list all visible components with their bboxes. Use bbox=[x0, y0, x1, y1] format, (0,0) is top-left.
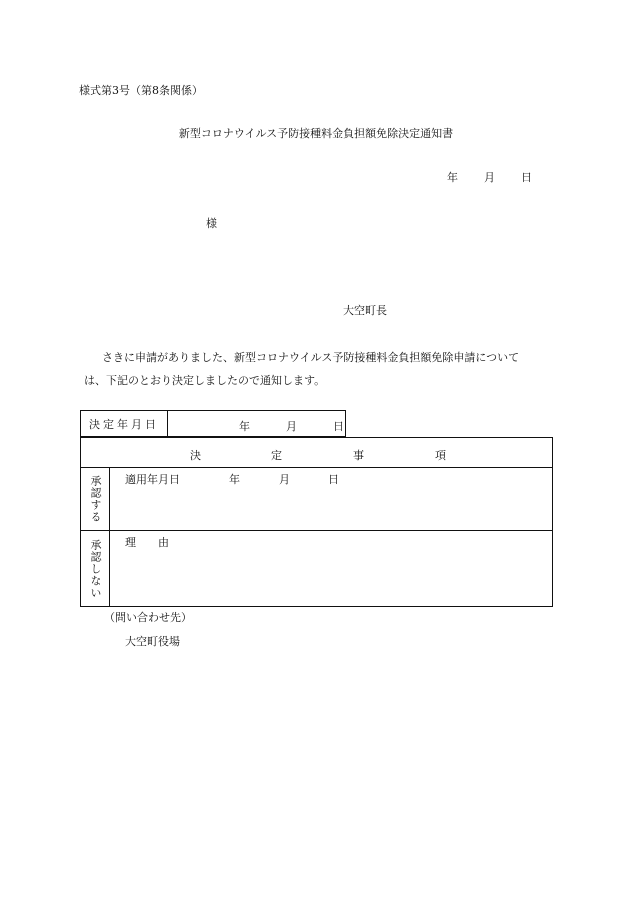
header-char-2: 定 bbox=[271, 449, 282, 462]
body-line-1: さきに申請がありました、新型コロナウイルス予防接種料金負担額免除申請について bbox=[102, 351, 520, 364]
body-line-2: は、下記のとおり決定しましたので通知します。 bbox=[84, 374, 326, 387]
decision-date-day: 日 bbox=[333, 420, 344, 433]
decision-date-label: 決定年月日 bbox=[81, 411, 168, 436]
decision-date-month: 月 bbox=[286, 420, 297, 433]
apply-date-value bbox=[229, 471, 339, 487]
header-char-4: 項 bbox=[435, 449, 446, 462]
issue-date-year: 年 bbox=[447, 171, 458, 184]
issue-date-month: 月 bbox=[484, 171, 495, 184]
form-number: 様式第3号（第8条関係） bbox=[79, 84, 203, 97]
addressee-honorific: 様 bbox=[206, 217, 217, 230]
office-name: 大空町役場 bbox=[125, 635, 180, 648]
header-char-1: 決 bbox=[190, 449, 201, 462]
apply-date-year: 年 bbox=[229, 473, 240, 486]
decision-date-year: 年 bbox=[239, 420, 250, 433]
contact-label: （問い合わせ先） bbox=[104, 611, 192, 624]
apply-date-month: 月 bbox=[279, 473, 290, 486]
issue-date bbox=[447, 172, 532, 183]
issuer-name: 大空町長 bbox=[343, 304, 387, 317]
reject-row bbox=[81, 531, 552, 606]
apply-date-label: 適用年月日 bbox=[125, 473, 180, 486]
header-char-3: 事 bbox=[353, 449, 364, 462]
decision-table bbox=[80, 437, 553, 607]
reason-label: 理 由 bbox=[125, 536, 169, 549]
approve-row bbox=[81, 467, 552, 531]
decision-date-box bbox=[80, 410, 346, 437]
approve-label: 承認する bbox=[81, 467, 110, 530]
decision-date-value bbox=[239, 418, 344, 434]
decision-table-header bbox=[81, 438, 552, 468]
apply-date-day: 日 bbox=[328, 473, 339, 486]
reject-label: 承認しない bbox=[81, 531, 110, 606]
body-text bbox=[80, 346, 550, 392]
document-title: 新型コロナウイルス予防接種料金負担額免除決定通知書 bbox=[178, 127, 454, 140]
issue-date-day: 日 bbox=[521, 171, 532, 184]
